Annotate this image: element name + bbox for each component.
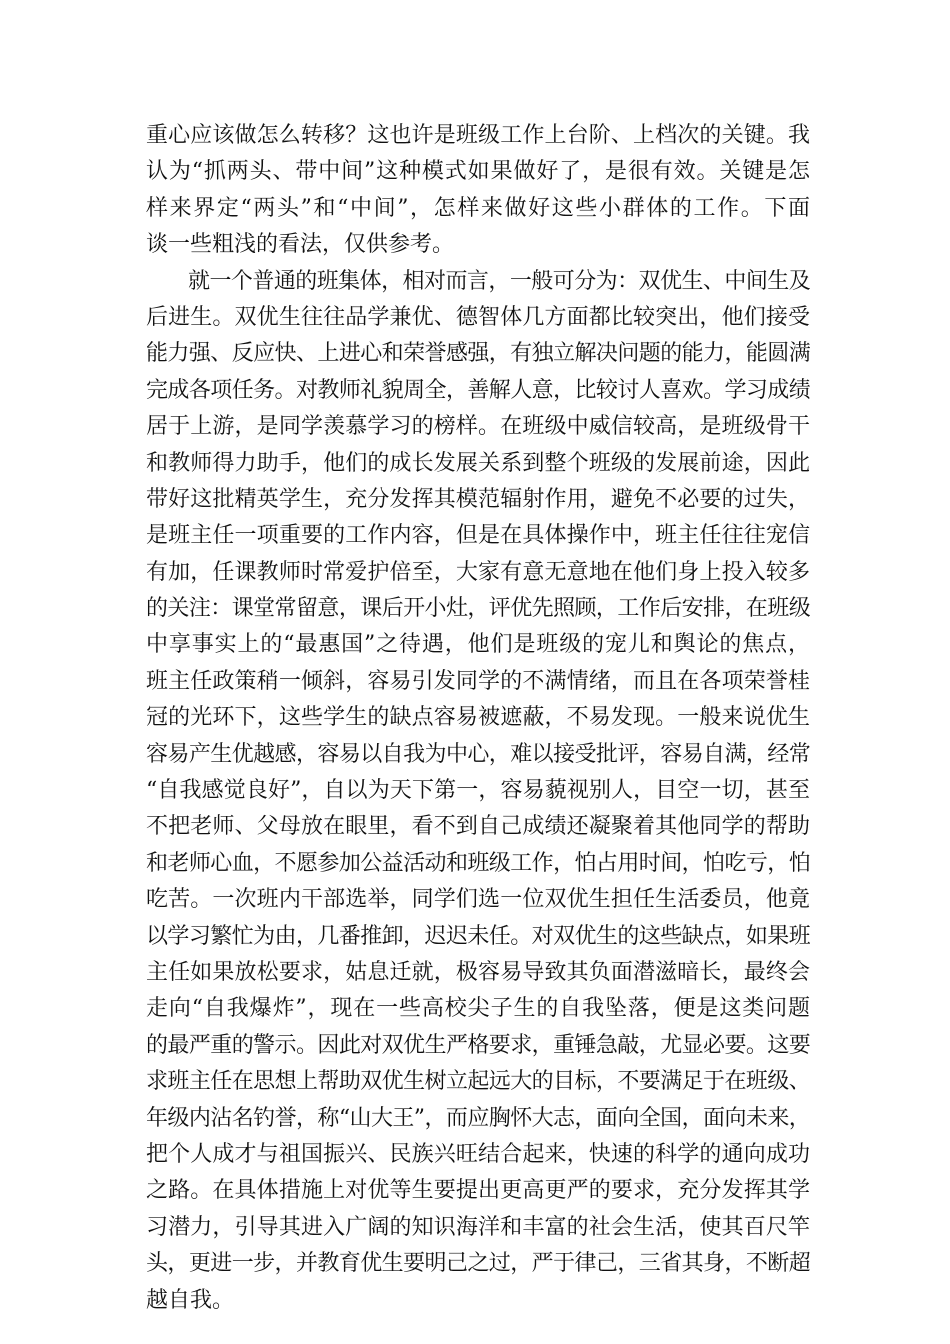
- text-line: 主任如果放松要求，姑息迁就，极容易导致其负面潜滋暗长，最终会: [146, 959, 810, 985]
- text-line: 走向“自我爆炸”，现在一些高校尖子生的自我坠落，便是这类问题: [146, 996, 810, 1022]
- text-line: 头，更进一步，并教育优生要明己之过，严于律己，三省其身，不断超: [146, 1251, 810, 1277]
- text-line: 后进生。双优生往往品学兼优、德智体几方面都比较突出，他们接受: [146, 304, 810, 330]
- text-line: 的关注：课堂常留意，课后开小灶，评优先照顾，工作后安排，在班级: [146, 596, 810, 622]
- text-line: 和教师得力助手，他们的成长发展关系到整个班级的发展前途，因此: [146, 450, 810, 476]
- text-line: 越自我。: [146, 1287, 235, 1313]
- text-line: 能力强、反应快、上进心和荣誉感强，有独立解决问题的能力，能圆满: [146, 341, 810, 367]
- text-line: 中享事实上的“最惠国”之待遇，他们是班级的宠儿和舆论的焦点，: [146, 632, 810, 658]
- text-line: 习潜力，引导其进入广阔的知识海洋和丰富的社会生活，使其百尺竿: [146, 1214, 810, 1240]
- text-line: 吃苦。一次班内干部选举，同学们选一位双优生担任生活委员，他竟: [146, 887, 810, 913]
- text-line: 以学习繁忙为由，几番推卸，迟迟未任。对双优生的这些缺点，如果班: [146, 923, 810, 949]
- text-line: 冠的光环下，这些学生的缺点容易被遮蔽，不易发现。一般来说优生: [146, 705, 810, 731]
- text-line: 把个人成才与祖国振兴、民族兴旺结合起来，快速的科学的通向成功: [146, 1141, 810, 1167]
- text-line: 求班主任在思想上帮助双优生树立起远大的目标，不要满足于在班级、: [146, 1069, 810, 1095]
- text-line: 和老师心血，不愿参加公益活动和班级工作，怕占用时间，怕吃亏，怕: [146, 850, 810, 876]
- text-line: 谈一些粗浅的看法，仅供参考。: [146, 232, 455, 258]
- text-line: 就一个普通的班集体，相对而言，一般可分为：双优生、中间生及: [188, 268, 810, 294]
- text-line: 之路。在具体措施上对优等生要提出更高更严的要求，充分发挥其学: [146, 1178, 810, 1204]
- text-line: 班主任政策稍一倾斜，容易引发同学的不满情绪，而且在各项荣誉桂: [146, 668, 810, 694]
- text-line: 完成各项任务。对教师礼貌周全，善解人意，比较讨人喜欢。学习成绩: [146, 377, 810, 403]
- text-line: 居于上游，是同学羡慕学习的榜样。在班级中威信较高，是班级骨干: [146, 414, 810, 440]
- text-line: 样来界定“两头”和“中间”，怎样来做好这些小群体的工作。下面: [146, 195, 810, 221]
- text-line: 认为“抓两头、带中间”这种模式如果做好了，是很有效。关键是怎: [146, 159, 810, 185]
- text-line: 不把老师、父母放在眼里，看不到自己成绩还凝聚着其他同学的帮助: [146, 814, 810, 840]
- text-line: 重心应该做怎么转移？这也许是班级工作上台阶、上档次的关键。我: [146, 123, 810, 148]
- document-body: [146, 118, 810, 1319]
- text-line: 的最严重的警示。因此对双优生严格要求，重锤急敲，尤显必要。这要: [146, 1032, 810, 1058]
- text-line: 年级内沾名钓誉，称“山大王”，而应胸怀大志，面向全国，面向未来，: [146, 1105, 810, 1131]
- text-line: 有加，任课教师时常爱护倍至，大家有意无意地在他们身上投入较多: [146, 559, 810, 585]
- text-line: 是班主任一项重要的工作内容，但是在具体操作中，班主任往往宠信: [146, 523, 810, 549]
- text-line: 带好这批精英学生，充分发挥其模范辐射作用，避免不必要的过失，: [146, 486, 810, 512]
- text-line: 容易产生优越感，容易以自我为中心，难以接受批评，容易自满，经常: [146, 741, 810, 767]
- text-line: “自我感觉良好”，自以为天下第一，容易藐视别人，目空一切，甚至: [146, 778, 810, 804]
